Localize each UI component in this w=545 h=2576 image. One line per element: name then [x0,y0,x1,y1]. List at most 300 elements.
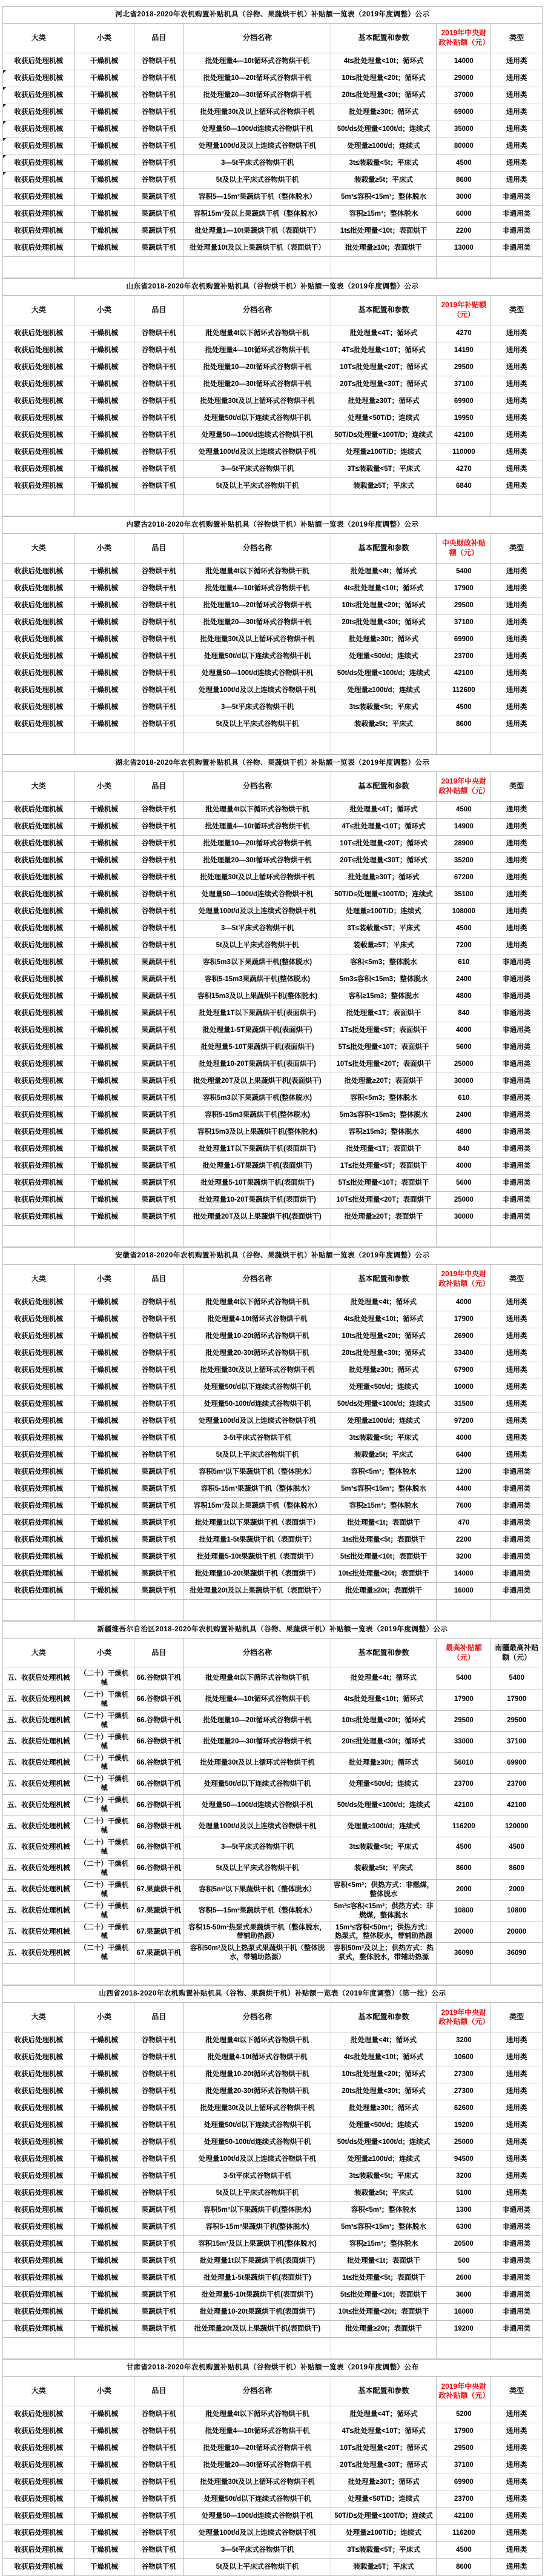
spec-cell: 批处理量<4T；循环式 [331,802,437,819]
tier-name-cell: 处理量100t/d及以上连续式谷物烘干机 [184,2525,331,2542]
item-cell: 果蔬烘干机 [134,2287,184,2304]
type-cell: 非通用类 [491,988,543,1005]
item-cell: 67.果蔬烘干机 [134,1943,184,1964]
category-cell: 收获后处理机械 [3,1379,75,1396]
column-header: 2019年中央财政补贴额（元） [437,772,491,802]
subsidy-amount-cell: 4400 [437,1481,491,1498]
tier-name-cell: 处理量50t/d以下连续式谷物烘干机 [184,1379,331,1396]
spec-cell: 20t≤批处理量<30t；循环式 [331,1345,437,1362]
tier-name-cell: 批处理量4t以下循环式谷物烘干机 [184,2406,331,2423]
table-row [3,2406,543,2423]
tier-name-cell: 容积15m3及以上果蔬烘干机(整体脱水) [184,988,331,1005]
spec-cell: 批处理量<4t；循环式 [331,1668,437,1689]
spec-cell: 50t/d≤处理量<100t/d；连续式 [331,1396,437,1413]
tier-name-cell: 批处理量10—20t循环式谷物烘干机 [184,2440,331,2457]
table-row [3,2151,543,2168]
spec-cell: 容积≥15m³；整体脱水 [331,1498,437,1515]
empty-cell [134,1600,184,1621]
category-cell: 收获后处理机械 [3,1022,75,1039]
table-row [3,1056,543,1073]
category-cell: 收获后处理机械 [3,1549,75,1566]
subsidy-amount-cell: 4500 [437,802,491,819]
subcategory-cell: 干燥机械 [74,1566,134,1583]
tier-name-cell: 5t及以上平床式谷物烘干机 [184,1858,331,1879]
spec-cell: 10t≤批处理量<20t；循环式 [331,1710,437,1731]
tier-name-cell: 处理量100t/d及以上连续式谷物烘干机 [184,2151,331,2168]
category-cell: 收获后处理机械 [3,2406,75,2423]
tier-name-cell: 容积5m3以下果蔬烘干机(整体脱水) [184,954,331,971]
subcategory-cell: 干燥机械 [74,1379,134,1396]
table-row [3,2253,543,2270]
type-cell: 通用类 [491,1294,543,1311]
subsidy-amount-cell: 7200 [437,937,491,954]
type-cell: 非通用类 [491,1532,543,1549]
separator-row [3,1600,543,1621]
spec-cell: 处理量<50t/d；连续式 [331,1379,437,1396]
spec-cell: 处理量<50t/d；连续式 [331,1774,437,1795]
empty-cell [3,257,75,278]
table-row [3,1311,543,1328]
table-row [3,1464,543,1481]
item-cell: 66.谷物烘干机 [134,1774,184,1795]
category-cell: 收获后处理机械 [3,819,75,836]
tier-name-cell: 批处理量4—10t循环式谷物烘干机 [184,2423,331,2440]
type-cell: 通用类 [491,325,543,342]
spec-cell: 容积<5m³；供热方式：非燃煤，整体脱水 [331,1879,437,1900]
table-row [3,172,543,189]
subcategory-cell: 干燥机械 [74,2559,134,2576]
category-cell: 收获后处理机械 [3,971,75,988]
subcategory-cell: 干燥机械 [74,240,134,257]
subcategory-cell: 干燥机械 [74,2457,134,2474]
table-row [3,1039,543,1056]
subcategory-cell: 干燥机械 [74,1175,134,1192]
empty-cell [331,1964,437,1985]
empty-cell [134,2338,184,2359]
subcategory-cell: 干燥机械 [74,1481,134,1498]
subcategory-cell: 干燥机械 [74,1107,134,1124]
table-row [3,1710,543,1731]
item-cell: 谷物烘干机 [134,648,184,665]
subsidy-amount-cell: 37100 [437,2457,491,2474]
category-cell: 收获后处理机械 [3,1141,75,1158]
spec-cell: 3t≤装载量<5t；平床式 [331,155,437,172]
item-cell: 谷物烘干机 [134,836,184,853]
category-cell: 收获后处理机械 [3,172,75,189]
type-cell: 通用类 [491,665,543,682]
column-header: 最高补贴额（元） [437,1639,491,1668]
spec-cell: 15m³≤容积<50m³；供热方式：热泵式，整体脱水，带辅助热源 [331,1922,437,1943]
category-cell: 五、收获后处理机械 [3,1668,75,1689]
subcategory-cell: （二十）干燥机械 [74,1922,134,1943]
table-row [3,648,543,665]
subsidy-amount-cell: 5100 [437,2185,491,2202]
spec-cell: 4t≤批处理量<10t；循环式 [331,1689,437,1710]
table-row [3,1900,543,1922]
spec-cell: 10t≤批处理量<20t；循环式 [331,1328,437,1345]
category-cell: 收获后处理机械 [3,1311,75,1328]
tier-name-cell: 3—5t平床式谷物烘干机 [184,699,331,716]
table-title: 山东省2018-2020年农机购置补贴机具（谷物烘干机）补贴额一览表（2019年度调整）公示 [3,279,543,296]
item-cell: 果蔬烘干机 [134,1158,184,1175]
spec-cell: 20t≤批处理量<30t；循环式 [331,87,437,104]
type-cell: 42100 [491,1795,543,1816]
item-cell: 谷物烘干机 [134,1328,184,1345]
column-header: 2019年中央财政补贴额（元） [437,24,491,53]
type-cell: 通用类 [491,138,543,155]
tier-name-cell: 批处理量30t及以上循环式谷物烘干机 [184,2100,331,2117]
table-row [3,1583,543,1600]
table-row [3,1816,543,1837]
tier-name-cell: 批处理量20—30t循环式谷物烘干机 [184,853,331,870]
table-row [3,1005,543,1022]
subcategory-cell: 干燥机械 [74,2117,134,2134]
column-header: 类型 [491,2377,543,2406]
subcategory-cell: 干燥机械 [74,1447,134,1464]
table-row [3,716,543,733]
tier-name-cell: 批处理量4—10t循环式谷物烘干机 [184,1689,331,1710]
subsidy-amount-cell: 67200 [437,870,491,887]
tier-name-cell: 3—5t平床式谷物烘干机 [184,920,331,937]
table-row [3,393,543,410]
tier-name-cell: 批处理量30t及以上循环式谷物烘干机 [184,1752,331,1774]
table-row [3,1107,543,1124]
empty-cell [134,257,184,278]
tier-name-cell: 容积5-15m³果蔬烘干机(整体脱水) [184,2219,331,2236]
table-row [3,2100,543,2117]
category-cell: 收获后处理机械 [3,427,75,444]
column-header: 品目 [134,296,184,325]
type-cell: 2000 [491,1879,543,1900]
category-cell: 收获后处理机械 [3,954,75,971]
subcategory-cell: 干燥机械 [74,2406,134,2423]
column-header: 分档名称 [184,2003,331,2032]
table-row [3,2134,543,2151]
type-cell: 非通用类 [491,1039,543,1056]
item-cell: 谷物烘干机 [134,2406,184,2423]
subcategory-cell: 干燥机械 [74,359,134,376]
subcategory-cell: 干燥机械 [74,887,134,904]
subcategory-cell: 干燥机械 [74,716,134,733]
category-cell: 五、收获后处理机械 [3,1731,75,1752]
tier-name-cell: 容积5m³以下果蔬烘干机（整体脱水） [184,1464,331,1481]
column-header: 中央财政补贴额（元） [437,534,491,564]
category-cell: 收获后处理机械 [3,121,75,138]
item-cell: 谷物烘干机 [134,393,184,410]
category-cell: 收获后处理机械 [3,2508,75,2525]
item-cell: 谷物烘干机 [134,70,184,87]
table-row [3,189,543,206]
subcategory-cell: 干燥机械 [74,1362,134,1379]
spec-cell: 20T≤批处理量<30T；循环式 [331,2457,437,2474]
tier-name-cell: 处理量100t/d及以上连续式谷物烘干机 [184,1816,331,1837]
subsidy-amount-cell: 2000 [437,1879,491,1900]
subcategory-cell: 干燥机械 [74,70,134,87]
spec-cell: 5t≤批处理量<10t；表面烘干 [331,2287,437,2304]
empty-cell [491,2338,543,2359]
spec-cell: 3T≤装载量<5T；平床式 [331,2542,437,2559]
table-row [3,2287,543,2304]
spec-cell: 50T/D≤处理量<100T/D；连续式 [331,887,437,904]
item-cell: 谷物烘干机 [134,2508,184,2525]
subcategory-cell: 干燥机械 [74,836,134,853]
category-cell: 收获后处理机械 [3,904,75,920]
tier-name-cell: 3—5t平床式谷物烘干机 [184,461,331,478]
type-cell: 通用类 [491,836,543,853]
spec-cell: 1t≤批处理量<5t；表面烘干 [331,2270,437,2287]
table-row [3,70,543,87]
subsidy-amount-cell: 31500 [437,1396,491,1413]
empty-cell [491,733,543,754]
table-row [3,2202,543,2219]
subsidy-amount-cell: 5600 [437,1039,491,1056]
tier-name-cell: 批处理量4-10t循环式谷物烘干机 [184,2049,331,2066]
table-row [3,937,543,954]
tier-name-cell: 批处理量4-10t循环式谷物烘干机 [184,1311,331,1328]
tier-name-cell: 批处理量4—10t循环式谷物烘干机 [184,53,331,70]
tier-name-cell: 处理量50-100t/d连续式谷物烘干机 [184,1396,331,1413]
table-row [3,104,543,121]
tier-name-cell: 批处理量30t及以上循环式谷物烘干机 [184,631,331,648]
spec-cell: 容积≥15m3；整体脱水 [331,1124,437,1141]
subsidy-amount-cell: 23700 [437,1774,491,1795]
spec-cell: 装载量≥5T；平床式 [331,937,437,954]
type-cell: 69900 [491,1752,543,1774]
spec-cell: 装载量≥5t；平床式 [331,1447,437,1464]
table-row [3,1879,543,1900]
subsidy-amount-cell: 37100 [437,614,491,631]
tier-name-cell: 5t及以上平床式谷物烘干机 [184,716,331,733]
category-cell: 收获后处理机械 [3,1328,75,1345]
empty-cell [437,1964,491,1985]
empty-cell [134,495,184,516]
tier-name-cell: 批处理量4—10t循环式谷物烘干机 [184,819,331,836]
tier-name-cell: 批处理量10-20t循环式谷物烘干机 [184,1328,331,1345]
type-cell: 通用类 [491,2117,543,2134]
subsidy-amount-cell: 4500 [437,2542,491,2559]
empty-cell [74,733,134,754]
category-cell: 收获后处理机械 [3,2032,75,2049]
type-cell: 通用类 [491,2083,543,2100]
tier-name-cell: 批处理量5-10t果蔬烘干机(表面烘干) [184,2287,331,2304]
category-cell: 收获后处理机械 [3,376,75,393]
item-cell: 66.谷物烘干机 [134,1668,184,1689]
subcategory-cell: 干燥机械 [74,614,134,631]
spec-cell: 装载量≥5t；平床式 [331,1858,437,1879]
spec-cell: 装载量≥5T；平床式 [331,478,437,495]
type-cell: 通用类 [491,2151,543,2168]
empty-cell [184,495,331,516]
table-row [3,1532,543,1549]
subcategory-cell: 干燥机械 [74,937,134,954]
subsidy-amount-cell: 27300 [437,2083,491,2100]
category-cell: 收获后处理机械 [3,597,75,614]
category-cell: 收获后处理机械 [3,2440,75,2457]
province-table [2,2359,543,2576]
spec-cell: 4T≤批处理量<10T；循环式 [331,2423,437,2440]
category-cell: 收获后处理机械 [3,1005,75,1022]
item-cell: 果蔬烘干机 [134,1175,184,1192]
empty-cell [74,1600,134,1621]
category-cell: 收获后处理机械 [3,581,75,597]
category-cell: 收获后处理机械 [3,870,75,887]
table-row [3,682,543,699]
subsidy-amount-cell: 14000 [437,53,491,70]
type-cell: 通用类 [491,87,543,104]
spec-cell: 容积<5m³；整体脱水 [331,2202,437,2219]
item-cell: 谷物烘干机 [134,1396,184,1413]
subcategory-cell: 干燥机械 [74,1430,134,1447]
subsidy-amount-cell: 19200 [437,2321,491,2338]
spec-cell: 3t≤装载量<5t；平床式 [331,699,437,716]
item-cell: 果蔬烘干机 [134,2219,184,2236]
category-cell: 收获后处理机械 [3,716,75,733]
tier-name-cell: 5t及以上平床式谷物烘干机 [184,937,331,954]
tier-name-cell: 3—5t平床式谷物烘干机 [184,155,331,172]
tier-name-cell: 批处理量4t以下循环式谷物烘干机 [184,564,331,581]
item-cell: 谷物烘干机 [134,2032,184,2049]
table-row [3,954,543,971]
subcategory-cell: 干燥机械 [74,1022,134,1039]
subcategory-cell: 干燥机械 [74,2100,134,2117]
spec-cell: 容积<5m3；整体脱水 [331,1090,437,1107]
column-header: 品目 [134,1639,184,1668]
table-row [3,870,543,887]
type-cell: 非通用类 [491,2236,543,2253]
subsidy-amount-cell: 4000 [437,1294,491,1311]
type-cell: 非通用类 [491,206,543,223]
spec-cell: 处理量≥100t/d；连续式 [331,1413,437,1430]
subcategory-cell: 干燥机械 [74,2032,134,2049]
subsidy-amount-cell: 2400 [437,1107,491,1124]
table-row [3,2559,543,2576]
subsidy-amount-cell: 16000 [437,2304,491,2321]
subcategory-cell: 干燥机械 [74,2168,134,2185]
category-cell: 收获后处理机械 [3,444,75,461]
column-header: 类型 [491,1265,543,1294]
subsidy-amount-cell: 5400 [437,1668,491,1689]
type-cell: 通用类 [491,1413,543,1430]
tier-name-cell: 处理量100t/d及以上连续式谷物烘干机 [184,444,331,461]
type-cell: 非通用类 [491,240,543,257]
tier-name-cell: 批处理量1-5t果蔬烘干机(表面烘干) [184,2270,331,2287]
type-cell: 通用类 [491,155,543,172]
category-cell: 五、收获后处理机械 [3,1879,75,1900]
subsidy-amount-cell: 2600 [437,2270,491,2287]
tier-name-cell: 批处理量4t以下循环式谷物烘干机 [184,802,331,819]
table-row [3,461,543,478]
subcategory-cell: 干燥机械 [74,2236,134,2253]
table-row [3,1396,543,1413]
tier-name-cell: 处理量50t/d以下连续式谷物烘干机 [184,2491,331,2508]
table-row [3,819,543,836]
category-cell: 收获后处理机械 [3,2287,75,2304]
tier-name-cell: 批处理量20—30t循环式谷物烘干机 [184,376,331,393]
item-cell: 谷物烘干机 [134,1294,184,1311]
subsidy-amount-cell: 2200 [437,1532,491,1549]
empty-cell [491,1600,543,1621]
spec-cell: 批处理量≥10t；表面烘干 [331,240,437,257]
type-cell: 非通用类 [491,1022,543,1039]
type-cell: 通用类 [491,342,543,359]
item-cell: 谷物烘干机 [134,376,184,393]
type-cell: 通用类 [491,121,543,138]
spec-cell: 5m3≤容积<15m3；整体脱水 [331,971,437,988]
item-cell: 果蔬烘干机 [134,1532,184,1549]
subcategory-cell: 干燥机械 [74,1141,134,1158]
type-cell: 通用类 [491,802,543,819]
subcategory-cell: 干燥机械 [74,1311,134,1328]
table-row [3,971,543,988]
tier-name-cell: 批处理量30t及以上循环式谷物烘干机 [184,393,331,410]
subsidy-amount-cell: 3000 [437,189,491,206]
item-cell: 谷物烘干机 [134,904,184,920]
subcategory-cell: 干燥机械 [74,2474,134,2491]
subcategory-cell: （二十）干燥机械 [74,1668,134,1689]
subsidy-amount-cell: 42100 [437,427,491,444]
column-header: 南疆最高补贴额（元） [491,1639,543,1668]
tier-name-cell: 处理量50—100t/d连续式谷物烘干机 [184,1795,331,1816]
item-cell: 谷物烘干机 [134,2151,184,2168]
category-cell: 收获后处理机械 [3,1362,75,1379]
subsidy-amount-cell: 25000 [437,2134,491,2151]
spec-cell: 20T≤批处理量<30T；循环式 [331,376,437,393]
type-cell: 通用类 [491,2134,543,2151]
spec-cell: 处理量<50T/D；连续式 [331,2491,437,2508]
spec-cell: 50t/d≤处理量<100t/d；连续式 [331,665,437,682]
subsidy-amount-cell: 69900 [437,2474,491,2491]
type-cell: 通用类 [491,53,543,70]
category-cell: 收获后处理机械 [3,699,75,716]
type-cell: 通用类 [491,1396,543,1413]
separator-row [3,257,543,278]
item-cell: 66.谷物烘干机 [134,1752,184,1774]
tier-name-cell: 批处理量5-10T果蔬烘干机(表面烘干) [184,1175,331,1192]
type-cell: 通用类 [491,1447,543,1464]
item-cell: 谷物烘干机 [134,461,184,478]
empty-cell [74,1964,134,1985]
item-cell: 谷物烘干机 [134,1362,184,1379]
table-row [3,1209,543,1226]
type-cell: 通用类 [491,699,543,716]
subsidy-amount-cell: 6000 [437,206,491,223]
subcategory-cell: 干燥机械 [74,581,134,597]
item-cell: 67.果蔬烘干机 [134,1922,184,1943]
subcategory-cell: 干燥机械 [74,1294,134,1311]
column-header: 品目 [134,772,184,802]
table-row [3,1943,543,1964]
item-cell: 谷物烘干机 [134,155,184,172]
subcategory-cell: 干燥机械 [74,1345,134,1362]
table-row [3,2491,543,2508]
type-cell: 通用类 [491,648,543,665]
empty-cell [491,1964,543,1985]
tier-name-cell: 容积15m³及以上果蔬烘干机（整体脱水） [184,206,331,223]
subcategory-cell: 干燥机械 [74,478,134,495]
subsidy-amount-cell: 28900 [437,836,491,853]
table-row [3,2508,543,2525]
tier-name-cell: 3—5t平床式谷物烘干机 [184,1837,331,1859]
spec-cell: 处理量≥100t/d；连续式 [331,138,437,155]
table-row [3,2457,543,2474]
category-cell: 收获后处理机械 [3,1532,75,1549]
subsidy-amount-cell: 30000 [437,1209,491,1226]
category-cell: 收获后处理机械 [3,1566,75,1583]
item-cell: 谷物烘干机 [134,478,184,495]
table-row [3,1022,543,1039]
type-cell: 通用类 [491,2525,543,2542]
tier-name-cell: 处理量100t/d及以上连续式谷物烘干机 [184,1413,331,1430]
